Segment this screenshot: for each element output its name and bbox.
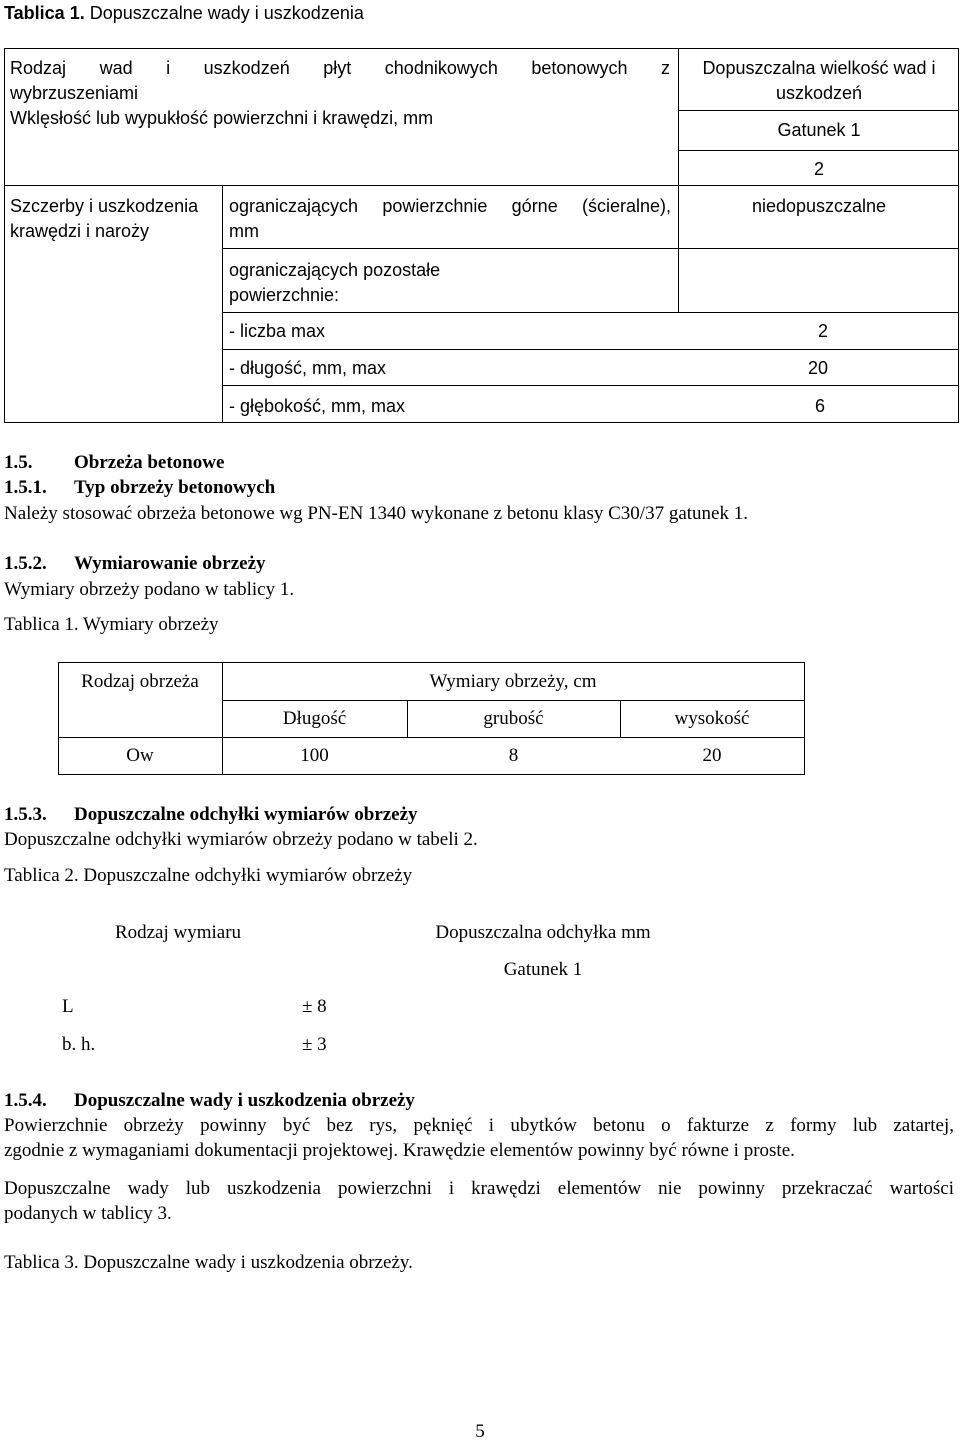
table1-row-height: 20 (702, 745, 722, 766)
table1-header-type: Rodzaj obrzeża (81, 671, 199, 692)
table1-row-type: Ow (126, 745, 154, 766)
table2-caption: Tablica 2. Dopuszczalne odchyłki wymiarów obrzeży (4, 865, 413, 886)
dlugosc-value: 20 (807, 358, 828, 378)
gatunek-header: Gatunek 1 (777, 120, 861, 140)
section-1-5-4-number: 1.5.4. (4, 1090, 47, 1111)
page-number: 5 (475, 1421, 485, 1442)
table2-row1-label: L (62, 996, 74, 1017)
table-top-caption (4, 3, 364, 24)
header-left-line1: Rodzaj wad i uszkodzeń płyt chodnikowych betonowych z (10, 58, 670, 78)
gorne-line1: ograniczających powierzchnie górne (ścieralne), (229, 196, 671, 216)
table2-header-type: Rodzaj wymiaru (114, 922, 242, 943)
gorne-line2: mm (229, 221, 259, 241)
section-1-5-1-title: Typ obrzeży betonowych (74, 477, 276, 498)
glebokosc-label: - głębokość, mm, max (229, 396, 406, 416)
header-right-line2: uszkodzeń (775, 83, 863, 103)
table2-row2-label: b. h. (62, 1034, 96, 1055)
szczerby-line2: krawędzi i naroży (10, 221, 150, 241)
glebokosc-value: 6 (814, 396, 825, 416)
table3-caption: Tablica 3. Dopuszczalne wady i uszkodzenia obrzeży. (4, 1252, 413, 1273)
table1-caption: Tablica 1. Wymiary obrzeży (4, 614, 219, 635)
section-1-5-1-number: 1.5.1. (4, 477, 47, 498)
section-1-5-4-p2-line1: Dopuszczalne wady lub uszkodzenia powierzchni i krawędzi elementów nie powinny przekraczać wartości (4, 1178, 954, 1199)
section-1-5-4-title: Dopuszczalne wady i uszkodzenia obrzeży (74, 1090, 415, 1111)
table2-row1-value: ± 8 (302, 996, 327, 1017)
dlugosc-label: - długość, mm, max (229, 358, 387, 378)
table1-row-length: 100 (300, 745, 329, 766)
table1-row-thickness: 8 (508, 745, 519, 766)
section-1-5-2-title: Wymiarowanie obrzeży (74, 553, 266, 574)
liczba-value: 2 (817, 321, 828, 341)
table-top-caption-rest: Dopuszczalne wady i uszkodzenia (84, 3, 364, 23)
table1-col-thickness: grubość (483, 708, 544, 729)
table1-header-dims: Wymiary obrzeży, cm (429, 671, 597, 692)
section-1-5-2-number: 1.5.2. (4, 553, 47, 574)
section-1-5-4-p1-line1: Powierzchnie obrzeży powinny być bez rys, pęknięć i ubytków betonu o fakturze z formy lub zatartej, (4, 1115, 954, 1136)
header-right-line1: Dopuszczalna wielkość wad i (702, 58, 936, 78)
header-left-line2: wybrzuszeniami (10, 83, 139, 103)
table2-header-tol: Dopuszczalna odchyłka mm (435, 922, 651, 943)
pozostale-line2: powierzchnie: (229, 285, 340, 305)
table2-gatunek: Gatunek 1 (503, 959, 583, 980)
row1-value: 2 (813, 159, 824, 179)
liczba-label: - liczba max (229, 321, 326, 341)
section-1-5-3-title: Dopuszczalne odchyłki wymiarów obrzeży (74, 804, 418, 825)
section-1-5-title: Obrzeża betonowe (74, 452, 225, 473)
section-1-5-2-text: Wymiary obrzeży podano w tablicy 1. (4, 579, 295, 600)
section-1-5-4-p2-line2: podanych w tablicy 3. (4, 1203, 172, 1224)
table1-col-height: wysokość (674, 708, 750, 729)
section-1-5-3-number: 1.5.3. (4, 804, 47, 825)
table-top-caption-bold: Tablica 1. (4, 3, 85, 23)
row1-label: Wklęsłość lub wypukłość powierzchni i krawędzi, mm (10, 108, 434, 128)
pozostale-line1: ograniczających pozostałe (229, 260, 441, 280)
section-1-5-3-text: Dopuszczalne odchyłki wymiarów obrzeży podano w tabeli 2. (4, 829, 478, 850)
section-1-5-1-text: Należy stosować obrzeża betonowe wg PN-EN 1340 wykonane z betonu klasy C30/37 gatunek 1. (4, 503, 748, 524)
table2-row2-value: ± 3 (302, 1034, 327, 1055)
gorne-value: niedopuszczalne (751, 196, 887, 216)
szczerby-line1: Szczerby i uszkodzenia (10, 196, 199, 216)
section-1-5-number: 1.5. (4, 452, 33, 473)
table1-col-length: Długość (282, 708, 347, 729)
section-1-5-4-p1-line2: zgodnie z wymaganiami dokumentacji projektowej. Krawędzie elementów powinny być równe i proste. (4, 1140, 795, 1161)
